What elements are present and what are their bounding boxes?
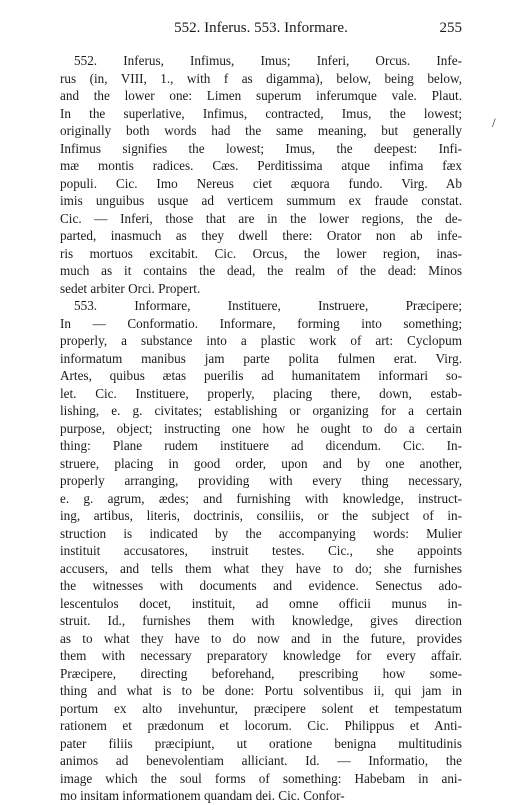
- text-line: In — Conformatio. Informare, forming into something;: [60, 315, 462, 331]
- text-line: instituit accusatores, instruit testes. Cic., she appoints: [60, 543, 462, 558]
- text-line: and the lower one: Limen superum inferumque vale. Plaut.: [60, 88, 462, 103]
- text-line: lescentulos docet, instituit, ad omne officii munus in-: [60, 595, 462, 611]
- text-line: rationem et prædonum et locorum. Cic. Philippus et Anti-: [60, 718, 462, 733]
- text-line: them with necessary preparatory knowledge for every affair.: [60, 648, 462, 663]
- page-body: [60, 52, 462, 805]
- text-line: thing: Plane rudem instituere ad dicendum. Cic. In-: [60, 438, 462, 453]
- text-line: image which the soul forms of something: Habebam in ani-: [60, 770, 462, 786]
- text-line: e. g. agrum, ædes; and furnishing with knowledge, instruct-: [60, 490, 462, 506]
- text-line: rus (in, VIII, 1., with f as digamma), below, being below,: [60, 70, 462, 86]
- text-line: Infimus signifies the lowest; Imus, the deepest: Infi-: [60, 140, 462, 156]
- text-line: properly, a substance into a plastic work of art: Cyclopum: [60, 333, 462, 348]
- text-line: accusers, and tells them what they have to do; she furnishes: [60, 560, 462, 576]
- text-line: struction is indicated by the accompanying words: Mulier: [60, 525, 462, 541]
- text-line: as to what they have to do now and in the future, provides: [60, 630, 462, 646]
- text-line: informatum manibus jam parte polita fulmen erat. Virg.: [60, 350, 462, 366]
- text-line: mæ montis radices. Cæs. Perditissima atque infima fæx: [60, 158, 462, 173]
- text-line: parted, inasmuch as they dwell there: Orator non ab infe-: [60, 228, 462, 243]
- text-line: In the superlative, Infimus, contracted, Imus, the lowest;: [60, 105, 462, 121]
- text-line: let. Cic. Instituere, properly, placing there, down, estab-: [60, 385, 462, 401]
- text-line: struere, placing in good order, upon and by one another,: [60, 455, 462, 471]
- text-line: the witnesses with documents and evidence. Senectus ado-: [60, 578, 462, 593]
- text-line: purpose, object; instructing one how he ought to do a certain: [60, 420, 462, 436]
- page-header: [60, 20, 462, 40]
- text-line: imis unguibus usque ad verticem summum ex fraude constat.: [60, 193, 462, 208]
- text-line: animos ad benevolentiam alliciant. Id. — Informatio, the: [60, 753, 462, 768]
- text-line: ris mortuos excitabit. Cic. Orcus, the lower region, inas-: [60, 245, 462, 261]
- text-line: thing and what is to be done: Portu solventibus ii, qui jam in: [60, 683, 462, 698]
- text-line: much as it contains the dead, the realm of the dead: Minos: [60, 263, 462, 278]
- margin-mark: /: [492, 115, 496, 130]
- text-line: struit. Id., furnishes them with knowledge, gives direction: [60, 613, 462, 628]
- text-line: 552. Inferus, Infimus, Imus; Inferi, Orcus. Infe-: [74, 53, 462, 68]
- text-line: properly arranging, providing with every thing necessary,: [60, 473, 462, 488]
- text-line: populi. Cic. Imo Nereus ciet æquora fundo. Virg. Ab: [60, 175, 462, 191]
- text-line: lishing, e. g. civitates; establishing or organizing for a certain: [60, 403, 462, 418]
- text-line: pater filiis præcipiunt, ut oratione benigna multitudinis: [60, 735, 462, 751]
- text-line: Præcipere, directing beforehand, prescribing how some-: [60, 665, 462, 681]
- running-head: 552. Inferus. 553. Informare.: [174, 20, 348, 36]
- text-line: Cic. — Inferi, those that are in the lower regions, the de-: [60, 210, 462, 226]
- text-line: mo insitam informationem quandam dei. Cic. Confor-: [60, 788, 345, 803]
- text-line: originally both words had the same meaning, but generally: [60, 123, 462, 138]
- text-line: Artes, quibus ætas puerilis ad humanitatem informari so-: [60, 368, 462, 383]
- text-line: ing, artibus, literis, doctrinis, consiliis, or the subject of in-: [60, 508, 462, 523]
- text-line: sedet arbiter Orci. Propert.: [60, 280, 201, 296]
- text-line: 553. Informare, Instituere, Instruere, Præcipere;: [74, 298, 462, 313]
- text-line: portum ex alto invehuntur, præcipere solent et tempestatum: [60, 700, 462, 716]
- page-number: 255: [439, 20, 462, 36]
